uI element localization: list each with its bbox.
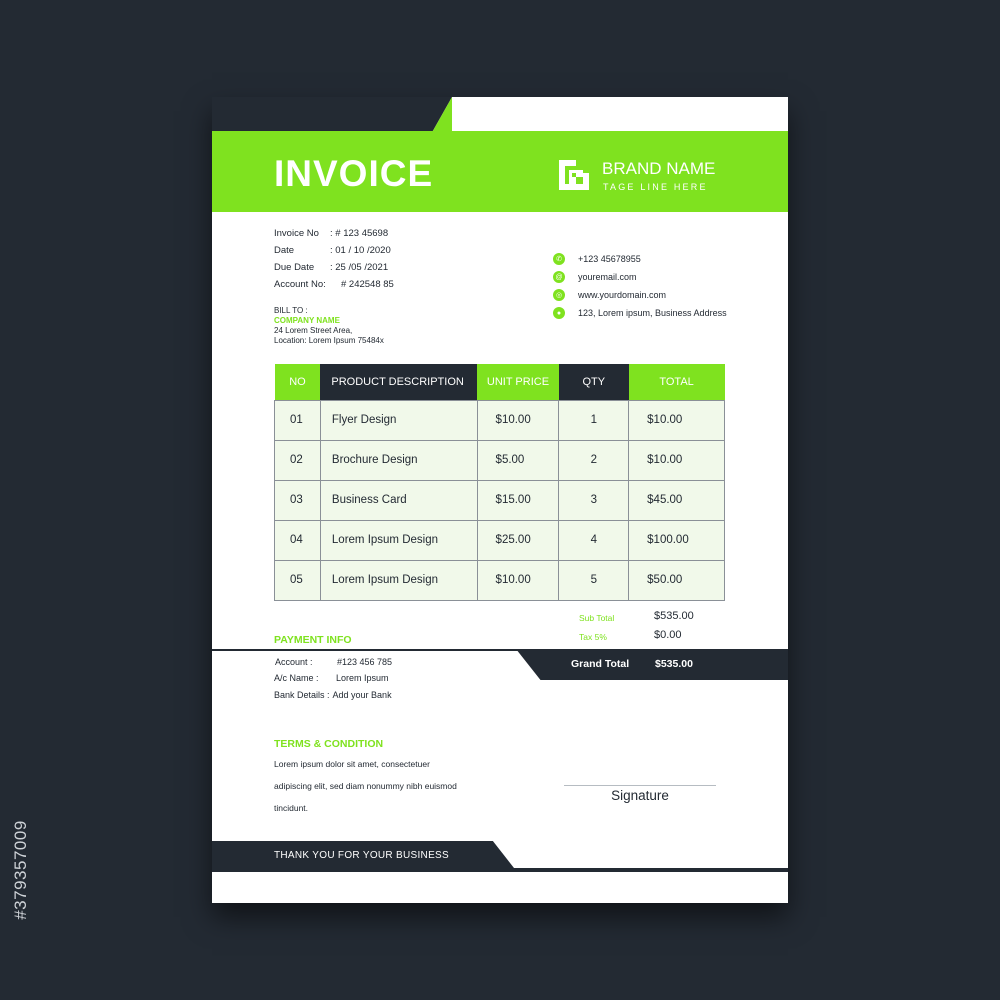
cell-no: 05 <box>275 560 321 600</box>
sub-total-value: $535.00 <box>654 610 694 622</box>
phone-icon: ✆ <box>553 253 565 265</box>
bill-to-address-line-2: Location: Lorem Ipsum 75484x <box>274 336 384 345</box>
sub-total-label: Sub Total <box>579 613 615 623</box>
tax-value: $0.00 <box>654 629 682 641</box>
date-label: Date <box>274 245 295 256</box>
cell-description: Business Card <box>320 480 477 520</box>
grand-total-bar <box>516 649 788 680</box>
cell-total: $50.00 <box>629 560 725 600</box>
brand-logo-icon <box>556 157 592 193</box>
account-number-value: # 242548 85 <box>341 279 394 290</box>
account-number-row <box>274 279 394 290</box>
header-dark-band <box>212 97 452 131</box>
brand-tagline: TAGE LINE HERE <box>603 182 708 192</box>
cell-no: 01 <box>275 400 321 440</box>
col-header-description: PRODUCT DESCRIPTION <box>320 364 477 400</box>
brand-name: BRAND NAME <box>602 159 716 178</box>
contact-email-text: youremail.com <box>578 272 637 282</box>
payment-account-row <box>275 657 392 667</box>
contact-phone <box>553 253 641 265</box>
cell-total: $10.00 <box>629 440 725 480</box>
signature-line <box>564 785 716 786</box>
due-date-row <box>274 262 388 273</box>
cell-unit-price: $25.00 <box>477 520 559 560</box>
signature-label: Signature <box>611 788 669 803</box>
invoice-number-row <box>274 228 388 239</box>
cell-unit-price: $10.00 <box>477 400 559 440</box>
date-value: : 01 / 10 /2020 <box>330 245 391 256</box>
contact-address <box>553 307 727 319</box>
due-date-label: Due Date <box>274 262 315 273</box>
cell-unit-price: $15.00 <box>477 480 559 520</box>
table-row <box>275 520 725 560</box>
contact-email <box>553 271 637 283</box>
invoice-number-value: : # 123 45698 <box>330 228 389 239</box>
cell-total: $45.00 <box>629 480 725 520</box>
payment-name-value: Lorem Ipsum <box>336 673 389 683</box>
cell-total: $10.00 <box>629 400 725 440</box>
invoice-items-table <box>274 364 725 601</box>
contact-phone-text: +123 45678955 <box>578 254 641 264</box>
cell-qty: 3 <box>559 480 629 520</box>
payment-name-label: A/c Name : <box>274 673 319 683</box>
terms-text: Lorem ipsum dolor sit amet, consectetuer adipiscing elit, sed diam nonummy nibh euismod tincidunt. <box>274 759 457 813</box>
email-icon: @ <box>553 271 565 283</box>
date-row <box>274 245 391 256</box>
cell-description: Brochure Design <box>320 440 477 480</box>
grand-total-value: $535.00 <box>655 658 693 670</box>
due-date-value: : 25 /05 /2021 <box>330 262 389 273</box>
cell-no: 04 <box>275 520 321 560</box>
table-row <box>275 560 725 600</box>
thank-you-text: THANK YOU FOR YOUR BUSINESS <box>274 850 449 861</box>
col-header-qty: QTY <box>559 364 629 400</box>
table-row <box>275 440 725 480</box>
cell-description: Flyer Design <box>320 400 477 440</box>
payment-bank-label: Bank Details : <box>274 690 330 700</box>
table-row <box>275 480 725 520</box>
cell-description: Lorem Ipsum Design <box>320 560 477 600</box>
table-row <box>275 400 725 440</box>
cell-qty: 1 <box>559 400 629 440</box>
cell-no: 02 <box>275 440 321 480</box>
payment-bank-row <box>274 690 392 700</box>
col-header-total: TOTAL <box>629 364 725 400</box>
cell-description: Lorem Ipsum Design <box>320 520 477 560</box>
contact-website-text: www.yourdomain.com <box>578 290 667 300</box>
payment-name-row <box>274 673 389 683</box>
stock-id-text: #379357009 <box>11 820 31 920</box>
terms-title: TERMS & CONDITION <box>274 738 384 750</box>
cell-total: $100.00 <box>629 520 725 560</box>
contact-address-text: 123, Lorem ipsum, Business Address <box>578 308 727 318</box>
payment-account-value: #123 456 785 <box>337 657 393 667</box>
cell-unit-price: $5.00 <box>477 440 559 480</box>
stock-id-label <box>6 760 36 980</box>
invoice-number-label: Invoice No <box>274 228 319 239</box>
table-header-row <box>275 364 725 400</box>
contact-website <box>553 289 666 301</box>
payment-bank-value: Add your Bank <box>332 690 392 700</box>
bill-to-label: BILL TO : <box>274 306 308 315</box>
invoice-title: INVOICE <box>274 153 434 194</box>
cell-qty: 5 <box>559 560 629 600</box>
payment-info-title: PAYMENT INFO <box>274 634 352 646</box>
grand-total-label: Grand Total <box>571 658 630 670</box>
payment-account-label: Account : <box>275 657 313 667</box>
cell-qty: 2 <box>559 440 629 480</box>
bill-to-address-line-1: 24 Lorem Street Area, <box>274 326 353 335</box>
footer-line <box>212 868 788 872</box>
col-header-unit-price: UNIT PRICE <box>477 364 559 400</box>
cell-unit-price: $10.00 <box>477 560 559 600</box>
tax-label: Tax 5% <box>579 632 607 642</box>
section-divider <box>212 649 527 651</box>
account-number-label: Account No: <box>274 279 326 290</box>
invoice-page <box>212 97 788 903</box>
cell-no: 03 <box>275 480 321 520</box>
location-icon: ● <box>553 307 565 319</box>
company-name: COMPANY NAME <box>274 316 340 325</box>
col-header-no: NO <box>275 364 321 400</box>
cell-qty: 4 <box>559 520 629 560</box>
web-icon: ◎ <box>553 289 565 301</box>
